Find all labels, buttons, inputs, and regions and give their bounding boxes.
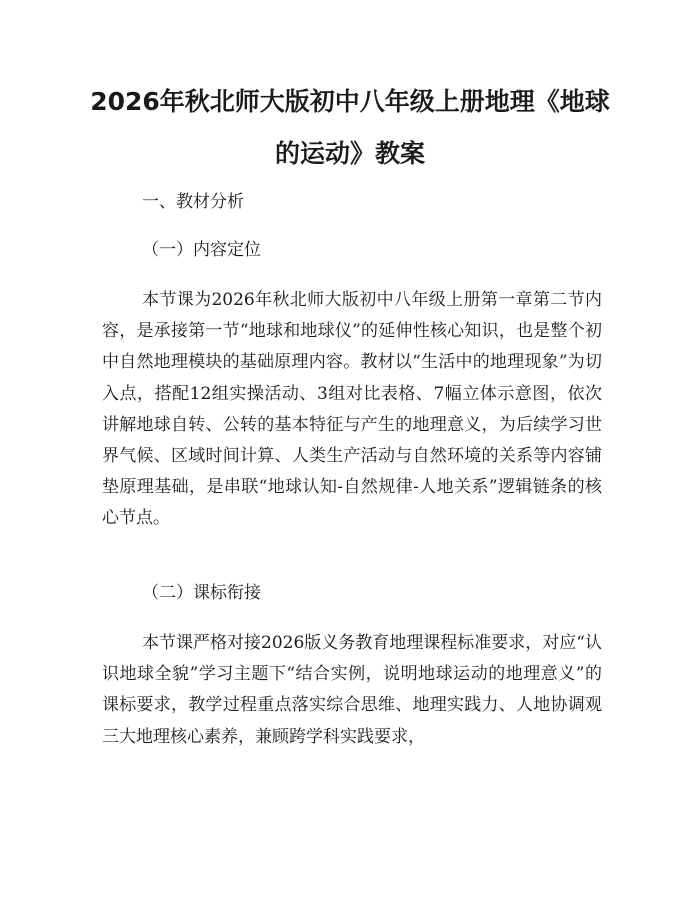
paragraph-content-positioning: 本节课为2026年秋北师大版初中八年级上册第一章第二节内容，是承接第一节“地球和地球仪”的延伸性核心知识，也是整个初中自然地理模块的基础原理内容。教材以“生活中的地理现象”为切入点，搭配12组实操活动、3组对比表格、7幅立体示意图，依次讲解地球自转、公转的基本特征与产生的地理意义，为后续学习世界气候、区域时间计算、人类生产活动与自然环境的关系等内容铺垫原理基础，是串联“地球认知-自然规律-人地关系”逻辑链条的核心节点。 bbox=[102, 290, 602, 529]
paragraph-curriculum-standards: 本节课严格对接2026版义务教育地理课程标准要求，对应“认识地球全貌”学习主题下“结合实例，说明地球运动的地理意义”的课标要求，教学过程重点落实综合思维、地理实践力、人地协调观三大地理核心素养，兼顾跨学科实践要求， bbox=[102, 633, 602, 747]
document-title: 2026年秋北师大版初中八年级上册地理《地球的运动》教案 bbox=[90, 87, 610, 168]
subsection-heading-curriculum-standards: （二）课标衔接 bbox=[142, 583, 261, 603]
section-heading-textbook-analysis: 一、教材分析 bbox=[142, 192, 244, 212]
subsection-heading-content-positioning: （一）内容定位 bbox=[142, 240, 261, 260]
